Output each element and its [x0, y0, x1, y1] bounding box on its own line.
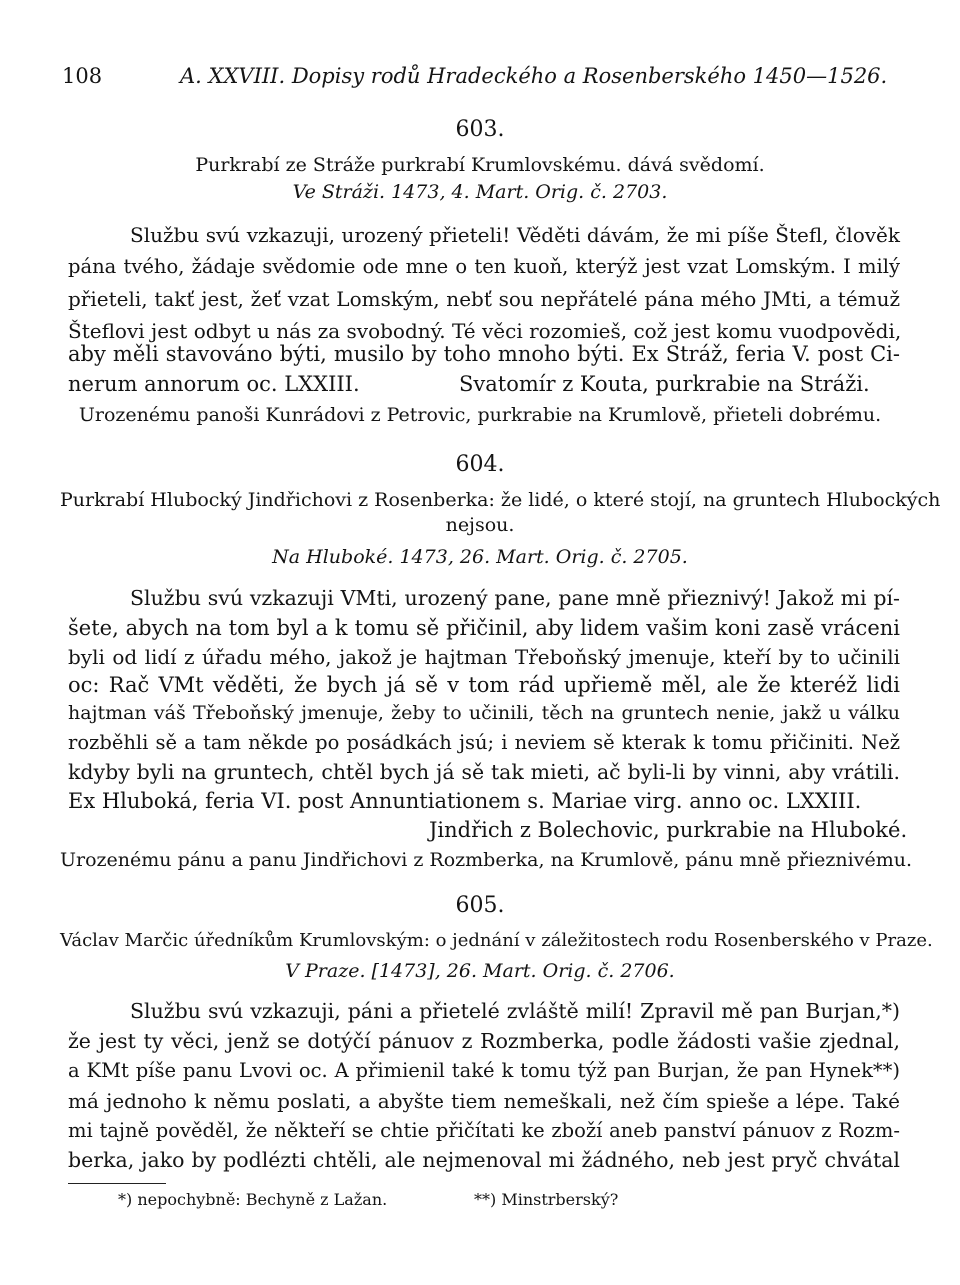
body-line: pána tvého, žádaje svědomie ode mne o ten kuoň, kterýž jest vzat Lomským. I milý: [68, 255, 900, 278]
document-regest: nejsou.: [445, 514, 515, 536]
body-line: Šteflovi jest odbyt u nás za svobodný. Té věci rozomieš, což jest komu vuodpovědi,: [68, 319, 902, 343]
document-date: Na Hluboké. 1473, 26. Mart. Orig. č. 2705.: [272, 546, 688, 568]
document-regest: Václav Marčic úředníkům Krumlovským: o jednání v záležitostech rodu Rosenberského v Praze.: [60, 930, 933, 951]
document-number: 604.: [455, 452, 505, 477]
body-line: kdyby byli na gruntech, chtěl bych já sě tak mieti, ač byli-li by vinni, aby vrátili.: [68, 760, 900, 784]
body-line: rozběhli sě a tam někde po posádkách jsú; i neviem sě kterak k tomu přičiniti. Než: [68, 731, 900, 754]
body-line: a KMt píše panu Lvovi oc. A přimienil také k tomu týž pan Burjan, že pan Hynek**): [68, 1059, 900, 1082]
body-line: Ex Hluboká, feria VI. post Annuntiationem s. Mariae virg. anno oc. LXXIII.: [68, 789, 862, 813]
document-number: 603.: [455, 117, 505, 142]
body-line: šete, abych na tom byl a k tomu sě přičinil, aby lidem vašim koni zasě vráceni: [68, 616, 900, 640]
body-line: mi tajně pověděl, že někteří se chtie přičítati ke zboží aneb panství pánuov z Rozm-: [68, 1119, 900, 1142]
document-date: V Praze. [1473], 26. Mart. Orig. č. 2706.: [285, 960, 675, 982]
document-number: 605.: [455, 893, 505, 918]
body-line: berka, jako by podlézti chtěli, ale nejmenoval mi žádného, neb jest pryč chvátal: [68, 1148, 900, 1172]
body-line: má jednoho k němu poslati, a abyšte tiem nemeškali, než čím spieše a lépe. Také: [68, 1089, 900, 1113]
body-line: že jest ty věci, jenž se dotýčí pánuov z Rozmberka, podle žádosti vašie zjednal,: [68, 1029, 900, 1053]
document-regest: Purkrabí Hlubocký Jindřichovi z Rosenberka: že lidé, o které stojí, na gruntech Hlubockých: [60, 489, 941, 511]
signature: Svatomír z Kouta, purkrabie na Stráži.: [459, 372, 870, 396]
body-line: oc: Rač VMt věděti, že bych já sě v tom rád upřiemě měl, ale že kteréž lidi: [68, 673, 900, 697]
body-line: hajtman váš Třeboňský jmenuje, žeby to učinili, těch na gruntech nenie, jakž u válku: [68, 702, 900, 724]
page-number: 108: [62, 64, 103, 88]
body-line: Službu svú vzkazuji, páni a přietelé zvláště milí! Zpravil mě pan Burjan,*): [130, 999, 900, 1023]
address-line: Urozenému pánu a panu Jindřichovi z Rozmberka, na Krumlově, pánu mně přieznivému.: [60, 849, 912, 871]
body-line: přieteli, takť jest, žeť vzat Lomským, nebť sou nepřátelé pána mého JMti, a témuž: [68, 287, 900, 311]
page-header: [0, 64, 960, 94]
body-line: byli od lidí z úřadu mého, jakož je hajtman Třeboňský jmenuje, kteří by to učinili: [68, 645, 900, 669]
body-line: nerum annorum oc. LXXIII.: [68, 372, 360, 396]
address-line: Urozenému panoši Kunrádovi z Petrovic, purkrabie na Krumlově, přieteli dobrému.: [78, 404, 882, 426]
body-line: Službu svú vzkazuji, urozený přieteli! Věděti dávám, že mi píše Štefl, člověk: [130, 223, 900, 247]
document-date: Ve Stráži. 1473, 4. Mart. Orig. č. 2703.: [292, 181, 668, 203]
document-regest: Purkrabí ze Stráže purkrabí Krumlovskému. dává svědomí.: [195, 154, 765, 176]
running-title: A. XXVIII. Dopisy rodů Hradeckého a Rosenberského 1450—1526.: [180, 64, 888, 88]
footnote-divider: [68, 1183, 166, 1184]
body-line: aby měli stavováno býti, musilo by toho mnoho býti. Ex Stráž, feria V. post Ci-: [68, 342, 900, 366]
body-line: Službu svú vzkazuji VMti, urozený pane, pane mně přieznivý! Jakož mi pí-: [130, 586, 900, 610]
footnote: **) Minstrberský?: [474, 1190, 619, 1209]
footnote: *) nepochybně: Bechyně z Lažan.: [118, 1190, 388, 1209]
signature: Jindřich z Bolechovic, purkrabie na Hluboké.: [429, 818, 908, 842]
